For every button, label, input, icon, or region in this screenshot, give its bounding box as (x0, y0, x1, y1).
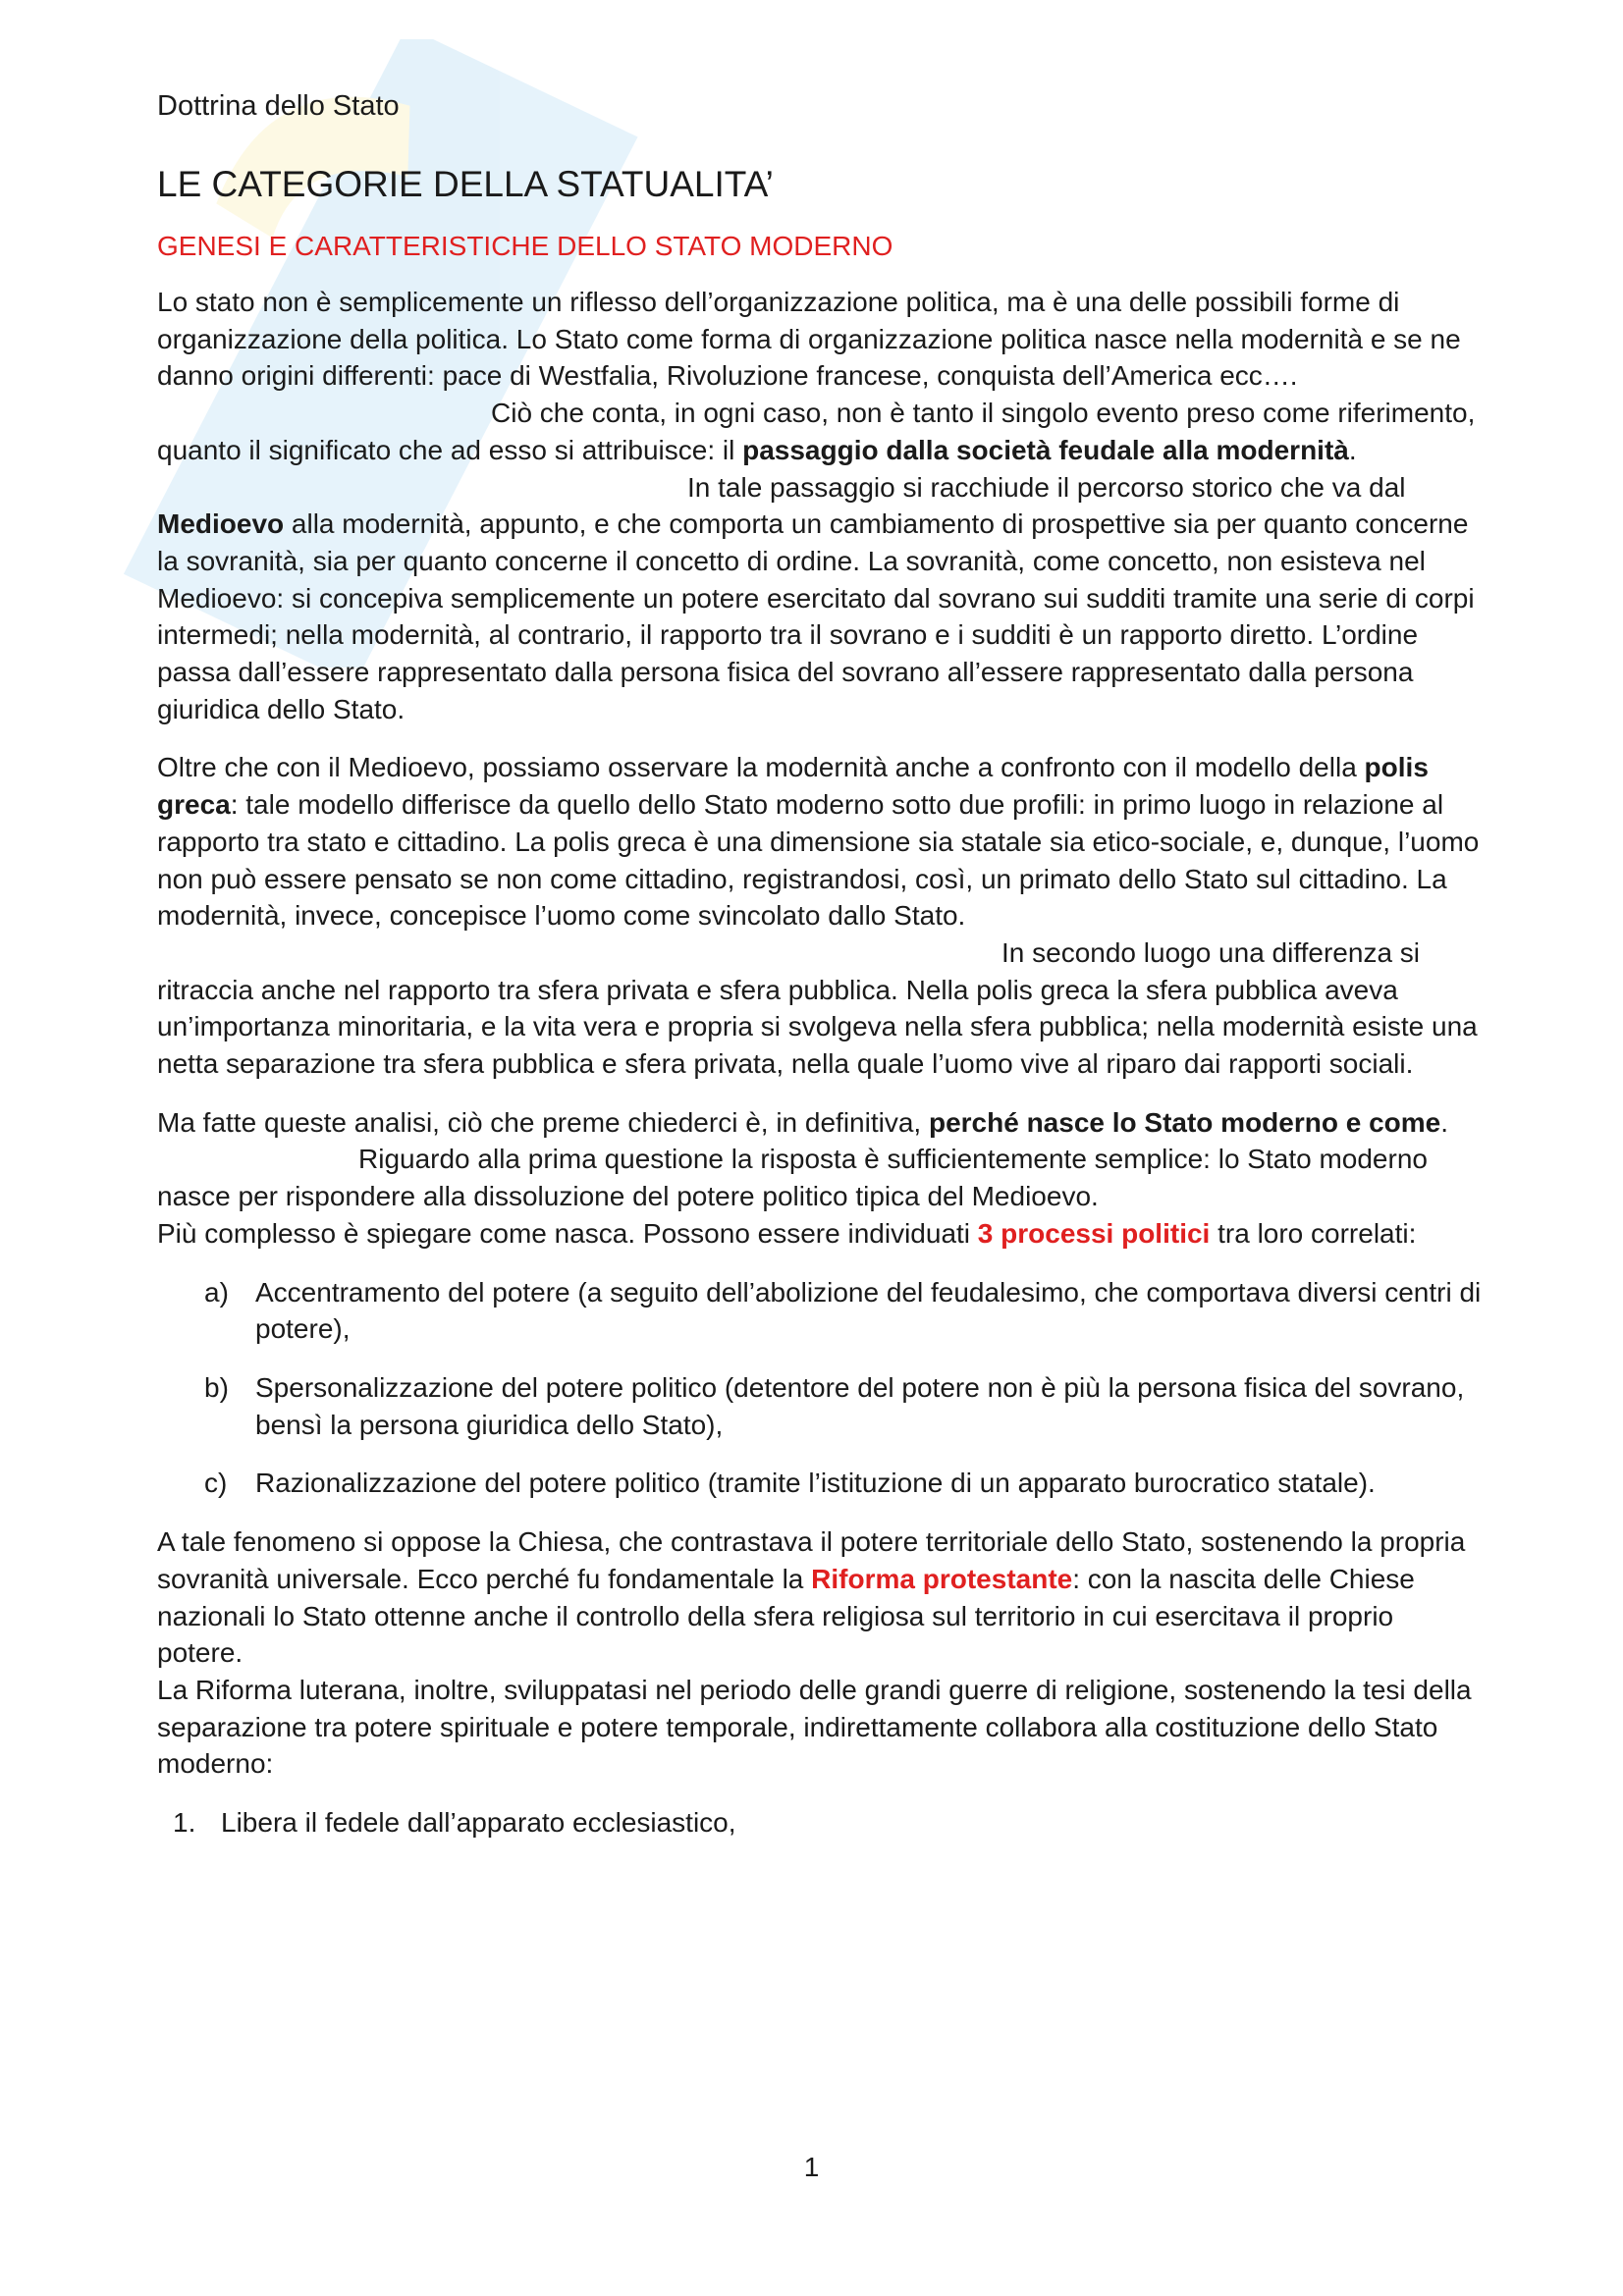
list-item (157, 1274, 1483, 1348)
p3-text-b: . (1440, 1106, 1449, 1138)
paragraph-2 (157, 749, 1483, 1082)
p4-text-c: La Riforma luterana, inoltre, sviluppatasi nel periodo delle grandi guerre di religione, sostenendo la tesi della separazione tra potere spirituale e potere temporale, indirettamente collabora alla costituzione dello Stato moderno: (157, 1674, 1472, 1780)
p4-text-a: A tale fenomeno si oppose la Chiesa, che contrastava il potere territoriale dello Stato, sostenendo la propria sovranità universale. Ecco perché fu fondamentale la (157, 1526, 1466, 1594)
section-heading: GENESI E CARATTERISTICHE DELLO STATO MODERNO (157, 231, 893, 261)
list-item-text: Razionalizzazione del potere politico (tramite l’istituzione di un apparato burocratico statale). (255, 1468, 1376, 1499)
list-item (157, 1369, 1483, 1443)
running-header: Dottrina dello Stato (157, 90, 400, 122)
list-item (157, 1804, 1483, 1842)
paragraph-3 (157, 1104, 1483, 1253)
chapter-title: LE CATEGORIE DELLA STATUALITA’ (157, 164, 774, 204)
list-marker: 1. (173, 1807, 196, 1839)
p3-text-a: Ma fatte queste analisi, ciò che preme chiederci è, in definitiva, (157, 1106, 929, 1138)
list-item-text: Libera il fedele dall’apparato ecclesiastico, (221, 1807, 736, 1839)
list-marker: b) (204, 1371, 229, 1403)
paragraph-1 (157, 284, 1483, 727)
p4-red-1: Riforma protestante (811, 1563, 1073, 1594)
p1-bold-2: Medioevo (157, 508, 285, 540)
document-page (157, 90, 1483, 1842)
p3-text-d: Più complesso è spiegare come nasca. Possono essere individuati (157, 1217, 978, 1249)
list-marker: c) (204, 1468, 228, 1499)
p1-text-a: Lo stato non è semplicemente un riflesso dell’organizzazione politica, ma è una delle possibili forme di organizzazione della politica. Lo Stato come forma di organizzazione politica nasce nella modernità e se ne danno origini differenti: pace di Westfalia, Rivoluzione francese, conquista dell’America ecc…. (157, 287, 1461, 392)
reform-effects-list (157, 1804, 1483, 1842)
p3-text-e: tra loro correlati: (1210, 1217, 1417, 1249)
list-item-text: Accentramento del potere (a seguito dell’abolizione del feudalesimo, che comportava diversi centri di potere), (255, 1276, 1482, 1345)
p1-text-c: . (1348, 434, 1357, 465)
list-item (157, 1465, 1483, 1502)
p3-bold-1: perché nasce lo Stato moderno e come (928, 1106, 1441, 1138)
p1-bold-1: passaggio dalla società feudale alla modernità (742, 434, 1349, 465)
list-marker: a) (204, 1276, 229, 1308)
p1-text-e: alla modernità, appunto, e che comporta un cambiamento di prospettive sia per quanto concerne la sovranità, sia per quanto concerne il concetto di ordine. La sovranità, come concetto, non esisteva nel Medioevo: si concepiva semplicemente un potere esercitato dal sovrano sui sudditi tramite una serie di corpi intermedi; nella modernità, al contrario, il rapporto tra il sovrano e i sudditi è un rapporto diretto. L’ordine passa dall’essere rappresentato dalla persona fisica del sovrano all’essere rappresentato dalla persona giuridica dello Stato. (157, 508, 1475, 724)
process-list (157, 1274, 1483, 1503)
paragraph-4 (157, 1523, 1483, 1783)
p2-text-a: Oltre che con il Medioevo, possiamo osservare la modernità anche a confronto con il modello della (157, 752, 1365, 783)
list-item-text: Spersonalizzazione del potere politico (detentore del potere non è più la persona fisica del sovrano, bensì la persona giuridica dello Stato), (255, 1371, 1465, 1440)
p4-text-b: : con la nascita delle Chiese nazionali lo Stato ottenne anche il controllo della sfera religiosa sul territorio in cui esercitava il proprio potere. (157, 1563, 1415, 1669)
p1-text-d: In tale passaggio si racchiude il percorso storico che va dal (687, 471, 1406, 503)
p1-text-b: Ciò che conta, in ogni caso, non è tanto il singolo evento preso come riferimento, quanto il significato che ad esso si attribuisce: il (157, 398, 1476, 465)
p2-text-c: In secondo luogo una differenza si ritraccia anche nel rapporto tra sfera privata e sfera pubblica. Nella polis greca la sfera pubblica aveva un’importanza minoritaria, e la vita vera e propria si svolgeva nella sfera pubblica; nella modernità esiste una netta separazione tra sfera pubblica e sfera privata, nella quale l’uomo vive al riparo dai rapporti sociali. (157, 936, 1478, 1080)
p2-text-b: : tale modello differisce da quello dello Stato moderno sotto due profili: in primo luogo in relazione al rapporto tra stato e cittadino. La polis greca è una dimensione sia statale sia etico-sociale, e, dunque, l’uomo non può essere pensato se non come cittadino, registrandosi, così, un primato dello Stato sul cittadino. La modernità, invece, concepisce l’uomo come svincolato dallo Stato. (157, 789, 1480, 932)
p3-red-1: 3 processi politici (977, 1217, 1211, 1249)
p3-text-c: Riguardo alla prima questione la risposta è sufficientemente semplice: lo Stato moderno nasce per rispondere alla dissoluzione del potere politico tipica del Medioevo. (157, 1144, 1428, 1212)
p2-bold-1: polis greca (157, 752, 1429, 821)
page-number: 1 (803, 2152, 820, 2182)
